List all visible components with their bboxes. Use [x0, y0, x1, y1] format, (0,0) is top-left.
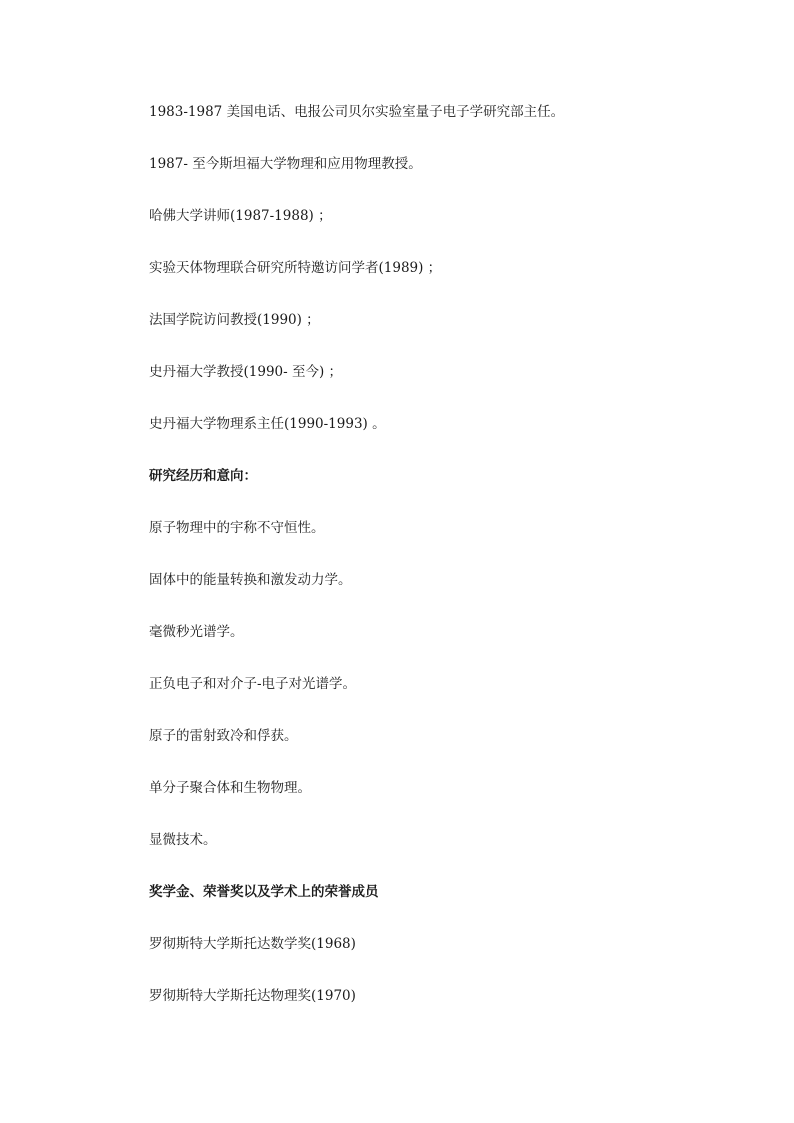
research-item: 原子的雷射致冷和俘获。 [149, 728, 298, 744]
research-item: 原子物理中的宇称不守恒性。 [149, 520, 325, 536]
section-heading-research: 研究经历和意向： [149, 468, 257, 484]
career-line-stanford-professor: 1987- 至今斯坦福大学物理和应用物理教授。 [149, 156, 422, 172]
research-item: 单分子聚合体和生物物理。 [149, 780, 311, 796]
research-item: 固体中的能量转换和激发动力学。 [149, 572, 352, 588]
research-item: 显微技术。 [149, 832, 217, 848]
section-heading-honors: 奖学金、荣誉奖以及学术上的荣誉成员 [149, 884, 379, 900]
career-line-college-de-france: 法国学院访问教授(1990) ； [149, 312, 320, 328]
career-line-harvard: 哈佛大学讲师(1987-1988) ； [149, 208, 332, 224]
career-line-stanford-1990: 史丹福大学教授(1990- 至今) ； [149, 364, 343, 380]
honor-item: 罗彻斯特大学斯托达数学奖(1968) [149, 936, 356, 952]
research-item: 正负电子和对介子-电子对光谱学。 [149, 676, 357, 692]
research-item: 毫微秒光谱学。 [149, 624, 244, 640]
career-line-bell-labs: 1983-1987 美国电话、电报公司贝尔实验室量子电子学研究部主任。 [149, 104, 565, 120]
document-body [149, 102, 709, 1038]
career-line-stanford-chair: 史丹福大学物理系主任(1990-1993) 。 [149, 416, 386, 432]
honor-item: 罗彻斯特大学斯托达物理奖(1970) [149, 988, 356, 1004]
career-line-jila: 实验天体物理联合研究所特邀访问学者(1989) ； [149, 260, 442, 276]
